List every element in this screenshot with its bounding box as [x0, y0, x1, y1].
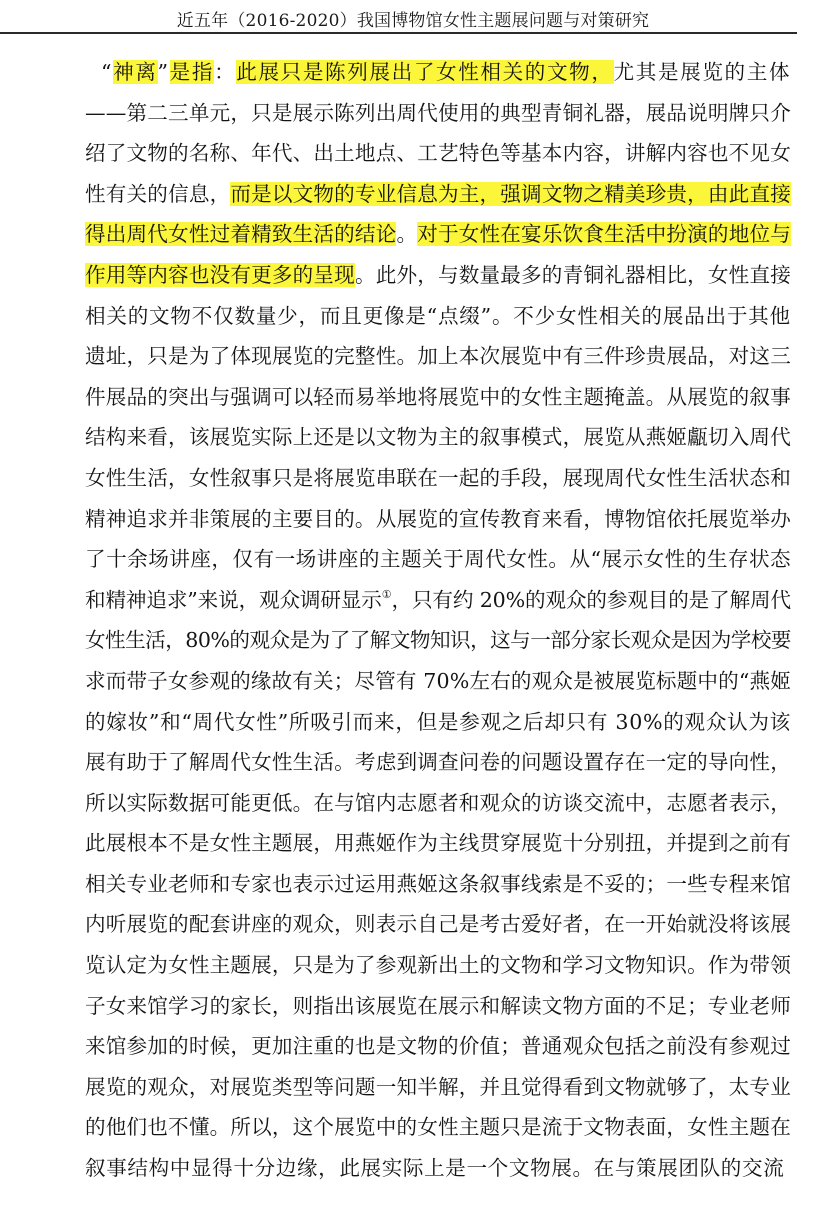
text-line — [85, 499, 791, 540]
text-segment: ： — [214, 60, 237, 84]
text-segment: 的他们也不懂。所以，这个展览中的女性主题只是流于文物表面，女性主题在 — [85, 1115, 791, 1140]
body-paragraph — [85, 52, 791, 1189]
text-line — [85, 742, 791, 783]
footnote-marker: ① — [381, 587, 392, 601]
text-segment: ” — [157, 60, 170, 84]
text-line — [85, 539, 791, 580]
text-segment: 叙事结构中显得十分边缘，此展实际上是一个文物展。在与策展团队的交流 — [85, 1156, 785, 1181]
text-line — [85, 945, 791, 986]
text-line — [85, 620, 791, 661]
text-line — [85, 417, 791, 458]
text-line — [85, 133, 791, 174]
running-header: 近五年（2016-2020）我国博物馆女性主题展问题与对策研究 — [176, 11, 650, 31]
text-segment: 内听展览的配套讲座的观众，则表示自己是考古爱好者，在一开始就没将该展 — [85, 912, 791, 937]
text-segment: ，只有约 20%的观众的参观目的是了解周代 — [391, 587, 791, 612]
text-segment: 来馆参加的时候，更加注重的也是文物的价值；普通观众包括之前没有参观过 — [85, 1034, 791, 1059]
text-line — [85, 377, 791, 418]
text-segment: 和精神追求”来说，观众调研显示 — [85, 587, 382, 612]
text-segment: 相关专业老师和专家也表示过运用燕姬这条叙事线索是不妥的；一些专程来馆 — [85, 871, 791, 896]
text-line — [85, 986, 791, 1027]
text-segment: 精神追求并非策展的主要目的。从展览的宣传教育来看，博物馆依托展览举办 — [85, 506, 791, 531]
text-segment: 件展品的突出与强调可以轻而易举地将展览中的女性主题掩盖。从展览的叙事 — [85, 384, 791, 409]
text-segment: 子女来馆学习的家长，则指出该展览在展示和解读文物方面的不足；专业老师 — [85, 993, 791, 1018]
text-line — [85, 255, 791, 296]
highlighted-text: 得出周代女性过着精致生活的结论 — [85, 222, 397, 247]
text-segment: ——第二三单元，只是展示陈列出周代使用的典型青铜礼器，展品说明牌只介 — [85, 100, 791, 125]
text-segment: 尤其是展览的主体 — [613, 60, 792, 84]
text-line — [85, 336, 791, 377]
text-line — [85, 458, 791, 499]
header-rule — [0, 32, 797, 34]
highlighted-text: 作用等内容也没有更多的呈现 — [85, 262, 355, 287]
highlighted-text: 而是以文物的专业信息为主，强调文物之精美珍贵，由此直接 — [230, 181, 791, 206]
text-segment: 女性生活，女性叙事只是将展览串联在一起的手段，展现周代女性生活状态和 — [85, 465, 791, 490]
text-segment: 览认定为女性主题展，只是为了参观新出土的文物和学习文物知识。作为带领 — [85, 953, 791, 978]
text-segment: 所以实际数据可能更低。在与馆内志愿者和观众的访谈交流中，志愿者表示， — [85, 790, 791, 815]
text-line — [85, 296, 791, 337]
text-segment: 。此外，与数量最多的青铜礼器相比，女性直接 — [354, 262, 791, 287]
text-line — [85, 214, 791, 255]
text-segment: 求而带子女参观的缘故有关；尽管有 70%左右的观众是被展览标题中的“燕姬 — [85, 668, 791, 693]
text-segment: 此展根本不是女性主题展，用燕姬作为主线贯穿展览十分别扭，并提到之前有 — [85, 831, 791, 856]
text-segment: 的嫁妆”和“周代女性”所吸引而来，但是参观之后却只有 30%的观众认为该 — [85, 709, 791, 734]
highlighted-text: 对于女性在宴乐饮食生活中扮演的地位与 — [417, 222, 791, 247]
highlighted-text: 神离 — [113, 60, 158, 84]
text-line — [85, 823, 791, 864]
text-segment: 相关的文物不仅数量少，而且更像是“点缀”。不少女性相关的展品出于其他 — [85, 303, 791, 328]
text-line — [85, 93, 791, 134]
text-line — [85, 864, 791, 905]
text-segment: 。 — [396, 222, 418, 247]
text-segment: 遗址，只是为了体现展览的完整性。加上本次展览中有三件珍贵展品，对这三 — [85, 344, 791, 369]
text-segment: 结构来看，该展览实际上还是以文物为主的叙事模式，展览从燕姬甗切入周代 — [85, 425, 791, 450]
text-line — [85, 174, 791, 215]
text-line — [85, 661, 791, 702]
text-segment: 性有关的信息， — [85, 181, 231, 206]
highlighted-text: 此展只是陈列展出了女性相关的文物， — [236, 60, 614, 84]
text-segment: 绍了文物的名称、年代、出土地点、工艺特色等基本内容，讲解内容也不见女 — [85, 141, 791, 166]
text-line — [85, 783, 791, 824]
text-segment: 展有助于了解周代女性生活。考虑到调查问卷的问题设置存在一定的导向性， — [85, 750, 791, 775]
text-line — [85, 1026, 791, 1067]
text-line — [85, 1107, 791, 1148]
text-segment: 了十余场讲座，仅有一场讲座的主题关于周代女性。从“展示女性的生存状态 — [85, 547, 792, 572]
text-segment: 展览的观众，对展览类型等问题一知半解，并且觉得看到文物就够了，太专业 — [85, 1074, 791, 1099]
text-line — [85, 702, 791, 743]
text-line — [85, 904, 791, 945]
text-line — [85, 1067, 791, 1108]
text-line — [85, 1148, 791, 1189]
text-line — [85, 580, 791, 621]
highlighted-text: 是指 — [169, 60, 215, 84]
text-segment: “ — [101, 60, 114, 84]
text-line — [85, 52, 791, 93]
text-segment: 女性生活，80%的观众是为了了解文物知识，这与一部分家长观众是因为学校要 — [85, 628, 791, 653]
